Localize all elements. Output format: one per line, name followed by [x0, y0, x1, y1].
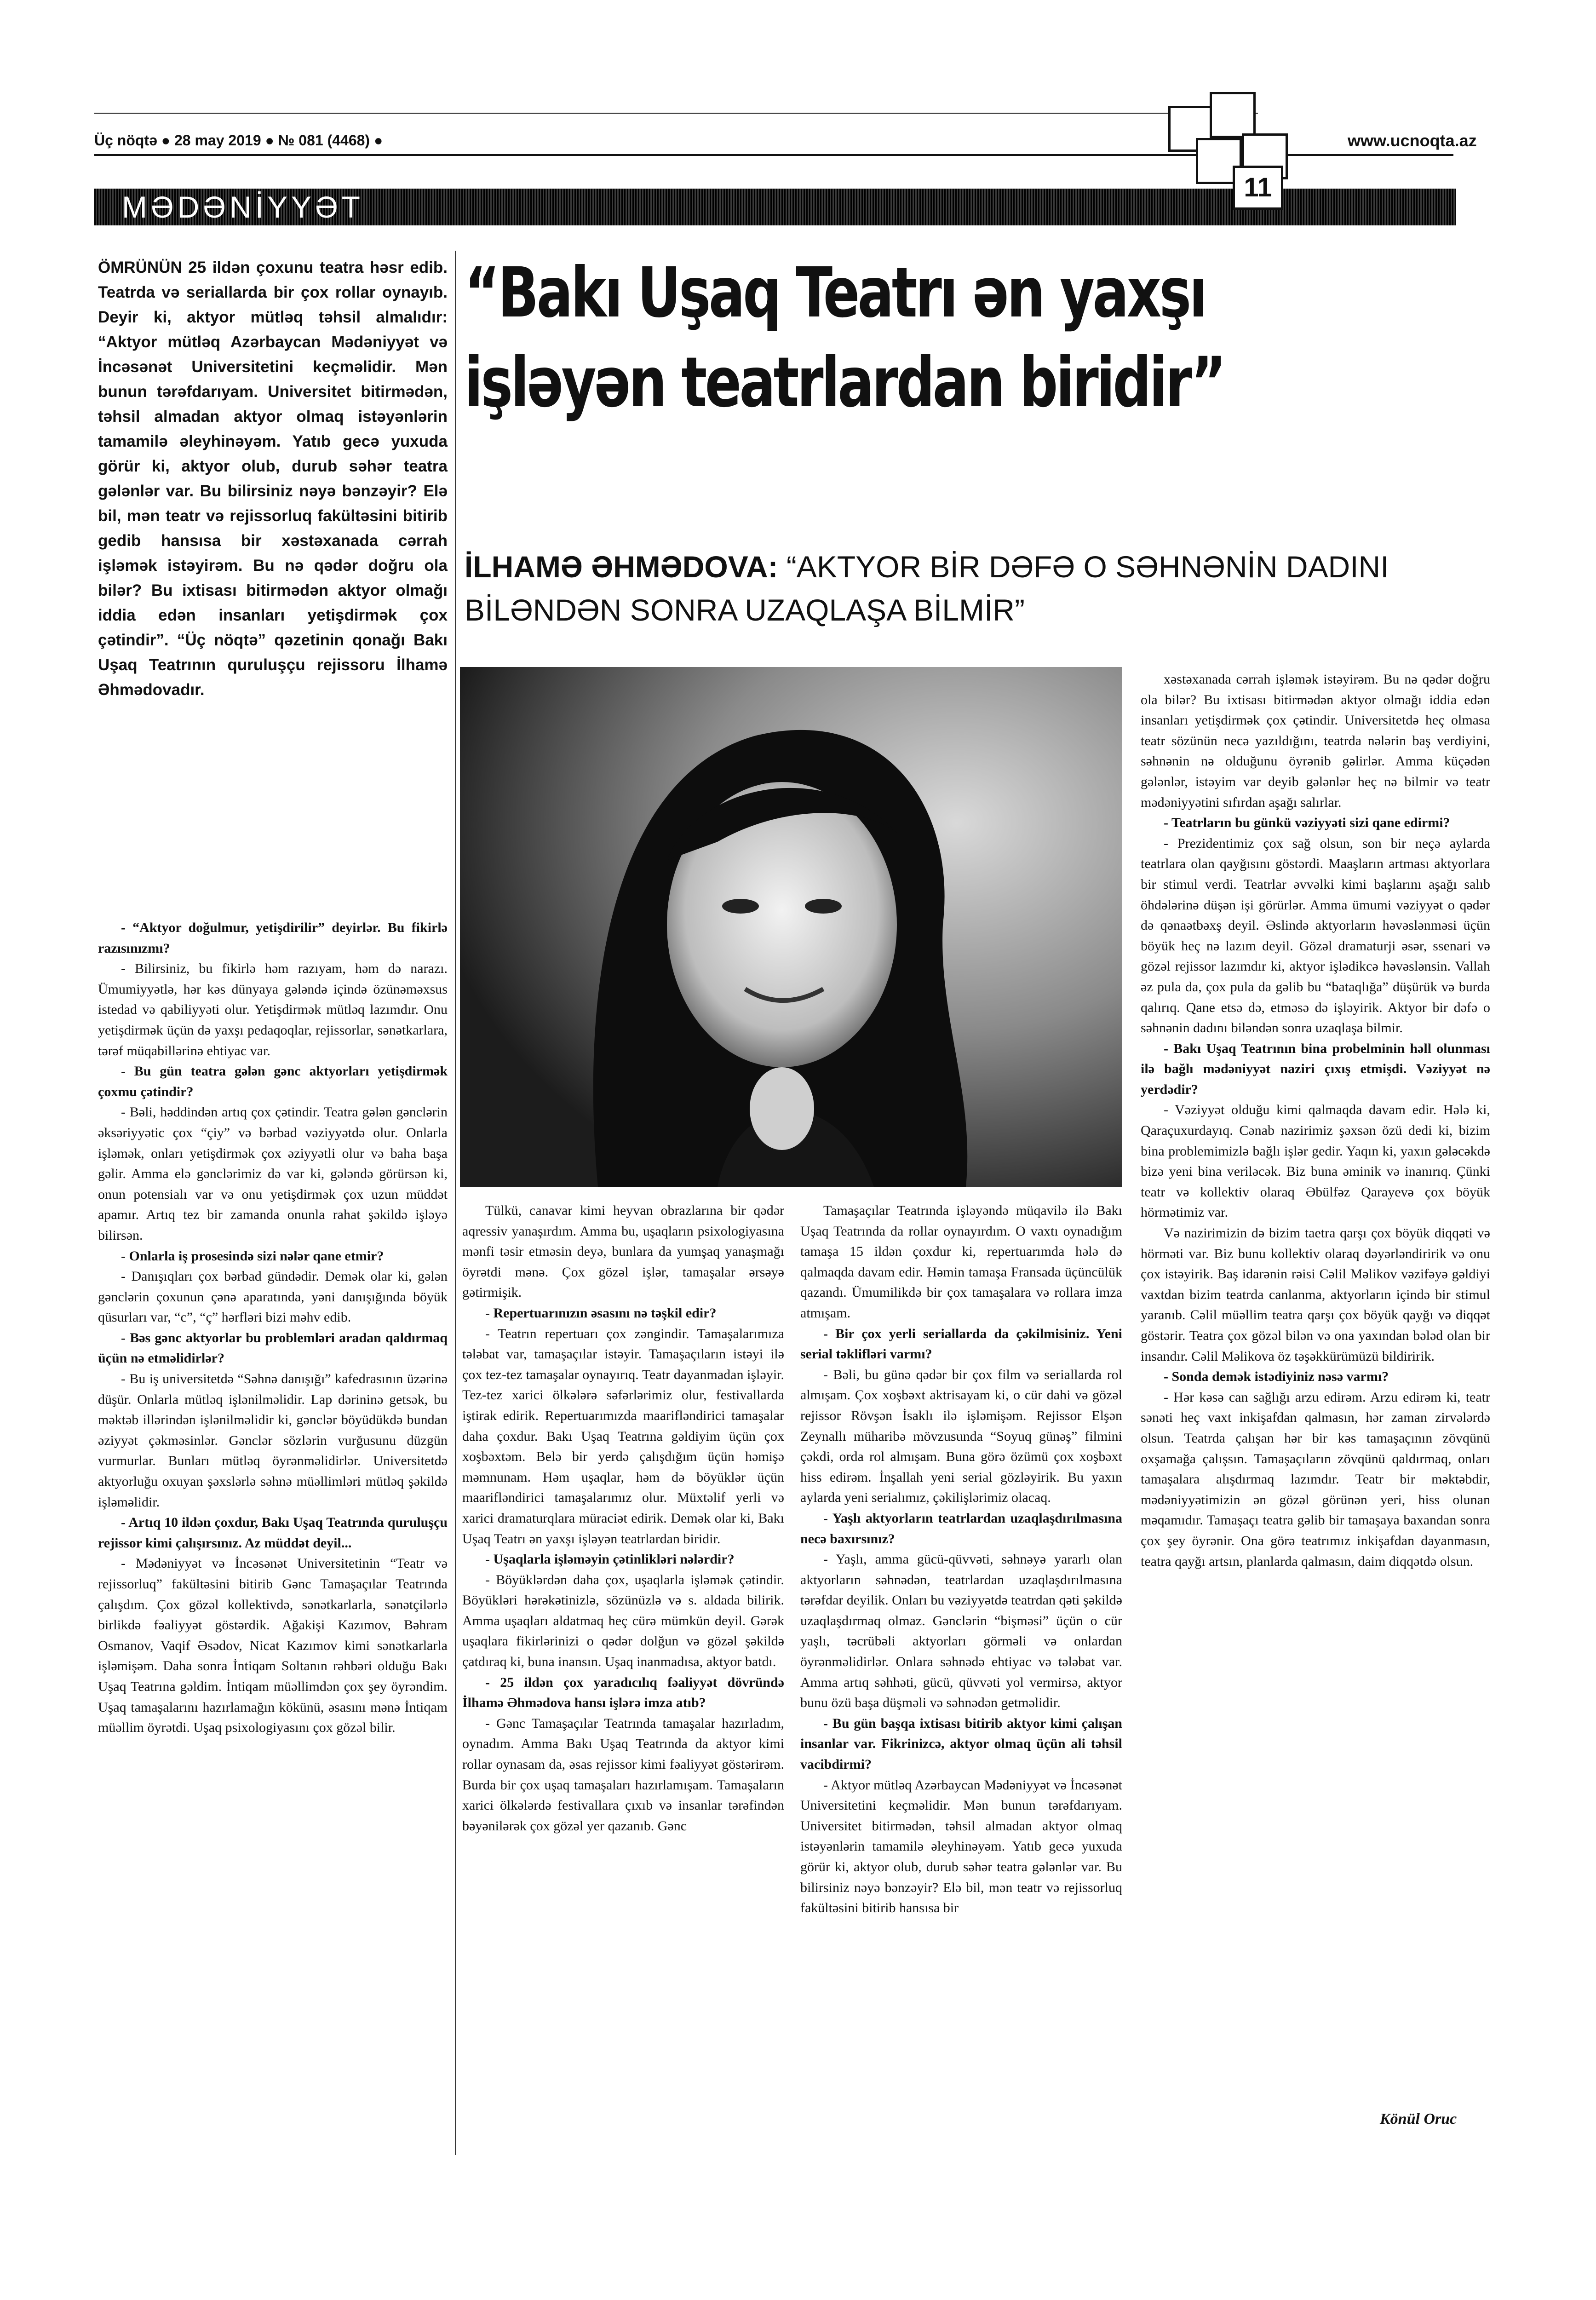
- answer: - Hər kəsə can sağlığı arzu edirəm. Arzu edirəm ki, teatr sənəti heç vaxt inkişafdan qalmasın, hər zaman zirvələrdə olsun. Teatrda çalışan hər bir kəs tamaşaçının zövqünü oxşamağa çalışsın. Tamaşaçıların zövqünü qaldırmaq, onları tamaşalara alışdırmaq lazımdır. Teatr bir məktəbdir, mədəniyyətimizin ən gözəl görünən yeri, hiss olunan məqamıdır. Tamaşaçı teatra gəlib bir tamaşaya baxandan sonra çox şey öyrənir. Ona görə teatrımız inkişafdan dayanmasın, teatra qayğı artsın, planlarda qalmasın, daim diqqətdə olsun.: [1141, 1389, 1490, 1569]
- question: - Artıq 10 ildən çoxdur, Bakı Uşaq Teatrında quruluşçu rejissor kimi çalışırsınız. Az müddət deyil...: [98, 1515, 448, 1551]
- portrait-illustration: [460, 667, 1122, 1187]
- question: - Bu gün başqa ixtisası bitirib aktyor kimi çalışan insanlar var. Fikrinizcə, aktyor olmaq üçün ali təhsil vacibdirmi?: [800, 1715, 1122, 1772]
- question: - Teatrların bu günkü vəziyyəti sizi qane edirmi?: [1164, 815, 1450, 831]
- answer: - Gənc Tamaşaçılar Teatrında tamaşalar hazırladım, oynadım. Amma Bakı Uşaq Teatrında da aktyor kimi rollar oynasam da, əsas rejissor kimi fəaliyyət göstərirəm. Burda bir çox uşaq tamaşaları hazırlamışam. Tamaşaların xarici ölkələrdə festivallara çıxıb və insanlar tərəfindən bəyənilərək çox gözəl yer qazanıb. Gənc: [462, 1715, 784, 1834]
- headline: [465, 248, 1275, 428]
- question: - Bəs gənc aktyorlar bu problemləri aradan qaldırmaq üçün nə etməlidirlər?: [98, 1330, 448, 1366]
- subtitle-name: İLHAMƏ ƏHMƏDOVA:: [465, 550, 778, 584]
- answer: Tülkü, canavar kimi heyvan obrazlarına bir qədər aqressiv yanaşırdım. Amma bu, uşaqların psixologiyasına mənfi təsir etməsin deyə, bunlara da yumşaq yanaşmağı öyrətdi mənə. Çox gözəl işlər, tamaşalar ərsəyə gətirmişik.: [462, 1203, 784, 1300]
- subtitle: [465, 545, 1495, 632]
- section-title: MƏDƏNİYYƏT: [122, 190, 364, 224]
- answer: - Bu iş universitetdə “Səhnə danışığı” kafedrasının üzərinə düşür. Onlarla mütləq işlənilməlidir. Lap dərininə getsək, bu məktəb illərindən işlənilməlidir ki, gənclər böyüdükdə bundan əziyyət çəkməsinlər. Gənclər sözlərin vurğusunu düzgün vurmurlar. Bunları mütləq öyrənməlidirlər. Universitetdə aktyorluğu oxuyan şəxslərlə səhnə müəllimləri mütləq şəkildə işləməlidir.: [98, 1371, 448, 1510]
- body-column-1: [98, 918, 448, 1738]
- website-url: www.ucnoqta.az: [1348, 131, 1477, 150]
- subtitle-quote: “AKTYOR BİR DƏFƏ O SƏHNƏNİN DADINI BİLƏNDƏN SONRA UZAQLAŞA BİLMİR”: [465, 550, 1389, 627]
- page-number: 11: [1233, 166, 1283, 210]
- answer: - Teatrın repertuarı çox zəngindir. Tamaşalarımıza tələbat var, tamaşaçılar istəyir. Tamaşaçıların istəyi ilə çox tez-tez tamaşalar oynayırıq. Teatr dayanmadan işləyir. Tez-tez xarici ölkələrə səfərlərimiz olur, festivallarda iştirak edirik. Repertuarımızda maarifləndirici tamaşalar daha çoxdur. Bakı Uşaq Teatrına gəldiyim üçün çox xoşbəxtəm. Belə bir yerdə çalışdığım üçün həmişə məmnunam. Həm uşaqlar, həm də böyüklər üçün maarifləndirici tamaşalarımız olur. Müxtəlif yerli və xarici dramaturqlara müraciət edirik. Demək olar ki, Bakı Uşaq Teatrı ən yaxşı işləyən teatrlardan biridir.: [462, 1326, 784, 1547]
- header-rule: [94, 154, 1258, 156]
- answer: - Mədəniyyət və İncəsənət Universitetinin “Teatr və rejissorluq” fakültəsini bitirib Gənc Tamaşaçılar Teatrında çalışdım. Çox gözəl kollektivdə, sənətkarlarla, sənətçilərlə birlikdə fəaliyyət göstərdik. Ağakişi Kazımov, Bəhram Osmanov, Vaqif Əsədov, Nicat Kazımov kimi sənətkarlarla işləmişəm. Daha sonra İntiqam Soltanın rəhbəri olduğu Bakı Uşaq Teatrına gəldim. İntiqam müəllimdən çox şey öyrəndim. Uşaq tamaşalarını hazırlamağın kökünü, əsasını mənə İntiqam müəllim öyrətdi. Uşaq psixologiyasını çox gözəl bilir.: [98, 1556, 448, 1736]
- question: - “Aktyor doğulmur, yetişdirilir” deyirlər. Bu fikirlə razısınızmı?: [98, 920, 448, 956]
- question: - Onlarla iş prosesində sizi nələr qane etmir?: [121, 1248, 384, 1264]
- answer: - Bəli, həddindən artıq çox çətindir. Teatra gələn gənclərin əksəriyyətic çox “çiy” və bərbad vəziyyətdə olur. Onlarla işləmək, onları yetişdirmək çox əziyyətli olur və baha başa gəlir. Amma elə gənclərimiz də var ki, gələndə görürsən ki, onun potensialı var və onu yetişdirmək çox uzun müddət apamır. Artıq tez bir zamanda onunla rahat şəkildə işləyə bilirsən.: [98, 1104, 448, 1243]
- question: - Bir çox yerli seriallarda da çəkilmisiniz. Yeni serial təklifləri varmı?: [800, 1326, 1122, 1362]
- header-rule-right: [1269, 154, 1453, 156]
- author-signature: Könül Oruc: [1380, 2110, 1457, 2128]
- headline-line-1: “Bakı Uşaq Teatrı ən yaxşı: [465, 253, 1206, 333]
- answer: Və nazirimizin də bizim taetra qarşı çox böyük diqqəti və hörməti var. Biz bunu kollektiv olaraq dəyərləndiririk və onu çox istəyirik. Baş idarənin rəisi Cəlil Məlikov vəzifəyə gəldiyi vaxtdan bizim teatrda canlanma, aktyorların içində bir stimul yaranıb. Cəlil müəllim teatra qarşı çox böyük qayğı və diqqət göstərir. Teatra çox gözəl bilən və ona yaxından bələd olan bir insandır. Cəlil Məlikova öz təşəkkürümüzü bildiririk.: [1141, 1225, 1490, 1364]
- question: - 25 ildən çox yaradıcılıq fəaliyyət dövründə İlhamə Əhmədova hansı işlərə imza atıb?: [462, 1674, 784, 1711]
- answer: - Bilirsiniz, bu fikirlə həm razıyam, həm də narazı. Ümumiyyətlə, hər kəs dünyaya gələndə içində özünəməxsus istedad və qabiliyyəti olur. Yetişdirmək mütləq lazımdır. Onu yetişdirmək üçün də yaxşı pedaqoqlar, rejissorlar, sənətkarlara, tərəf müqabillərinə ehtiyac var.: [98, 961, 448, 1058]
- logo-square: [1210, 92, 1256, 138]
- question: - Bu gün teatra gələn gənc aktyorları yetişdirmək çoxmu çətindir?: [98, 1064, 448, 1099]
- answer: - Prezidentimiz çox sağ olsun, son bir neçə aylarda teatrlara olan qayğısını göstərdi. Maaşların artması aktyorlara bir stimul verdi. Teatrlar əvvəlki kimi başlarını aşağı salıb öhdələrinə düşən işi görürlər. Amma ümumi vəziyyət o qədər də qənaətbəxş deyil. Əslində aktyorların həvəslənməsi üçün böyük heç nə lazım deyil. Gözəl dramaturji əsər, ssenari və gözəl rejissor lazımdır ki, aktyor işlədikcə həvəslənsin. Vallah əz pula da, çox pula da gəlib bu “bataqlığa” düşürük və burda qalırıq. Qane etsə də, etməsə də işləyirik. Aktyor bir dəfə o səhnənin dadını biləndən sonra uzaqlaşa bilmir.: [1141, 835, 1490, 1036]
- headline-line-2: işləyən teatrlardan biridir”: [465, 343, 1224, 423]
- answer: - Böyüklərdən daha çox, uşaqlarla işləmək çətindir. Böyükləri hərəkətinizlə, sözünüzlə və s. aldada bilirik. Amma uşaqları aldatmaq heç cürə mümkün deyil. Gərək uşaqlara fikirlərinizi o qədər dolğun və gözəl şəkildə çatdıraq ki, buna inansın. Uşaq inanmadısa, aktyor batdı.: [462, 1572, 784, 1670]
- answer: - Danışıqları çox bərbad gündədir. Demək olar ki, gələn gənclərin çoxunun çənə aparatında, yəni danışığında böyük qüsurları var, “c”, “ç” hərfləri bizi məhv edib.: [98, 1269, 448, 1325]
- question: - Bakı Uşaq Teatrının bina probelminin həll olunması ilə bağlı mədəniyyət naziri çıxış etmişdi. Vəziyyət nə yerdədir?: [1141, 1041, 1490, 1097]
- answer: - Bəli, bu günə qədər bir çox film və seriallarda rol almışam. Çox xoşbəxt aktrisayam ki, o cür dahi və gözəl rejissor Rövşən İsaklı ilə işləmişəm. Rejissor Elşən Zeynallı müharibə mövzusunda “Soyuq günəş” filmini çəkdi, orda rol almışam. Buna görə özümü çox xoşbəxt hiss edirəm. İnşallah yeni serial gözləyirik. Bu yaxın aylarda yeni serialımız, çəkilişlərimiz olacaq.: [800, 1367, 1122, 1506]
- answer: xəstəxanada cərrah işləmək istəyirəm. Bu nə qədər doğru ola bilər? Bu ixtisası bitirmədən aktyor olmağı iddia edən insanları yetişdirmək çox çətindir. Universitetdə heç olmasa teatr sözünün necə yazıldığını, teatrda nələrin baş verdiyini, səhnənin nə olduğunu öyrənib gəlirlər. Amma küçədən gələnlər, istəyim var deyib gələnlər heç nə bilmir və teatr mədəniyyətini sıfırdan aşağı salırlar.: [1141, 672, 1490, 810]
- question: - Sonda demək istədiyiniz nəsə varmı?: [1164, 1369, 1389, 1385]
- answer: Tamaşaçılar Teatrında işləyəndə müqavilə ilə Bakı Uşaq Teatrında da rollar oynayırdım. O vaxtı oynadığım tamaşa 15 ildən çoxdur ki, repertuarımda hələ də qalmaqda davam edir. Həmin tamaşa Fransada üçüncülük qazandı. Ümumilikdə bir çox tamaşalara və rollara imza atmışam.: [800, 1203, 1122, 1321]
- question: - Repertuarınızın əsasını nə təşkil edir?: [485, 1305, 717, 1321]
- lead-paragraph: ÖMRÜNÜN 25 ildən çoxunu teatra həsr edib. Teatrda və seriallarda bir çox rollar oynayıb. Deyir ki, aktyor mütləq təhsil almalıdır: “Aktyor mütləq Azərbaycan Mədəniyyət və İncəsənət Universitetini keçməlidir. Mən bunun tərəfdarıyam. Universitet bitirmədən, təhsil almadan aktyor olmaq istəyənlərin tamamilə əleyhinəyəm. Yatıb gecə yuxuda görür ki, aktyor olub, durub səhər teatra gələnlər var. Bu bilirsiniz nəyə bənzəyir? Elə bil, mən teatr və rejissorluq fakültəsini bitirib gedib hansısa bir xəstəxanada cərrah işləmək istəyirəm. Bu nə qədər doğru ola bilər? Bu ixtisası bitirmədən aktyor olmağı iddia edən insanları yetişdirmək çox çətindir”. “Üç nöqtə” qəzetinin qonağı Bakı Uşaq Teatrının quruluşçu rejissoru İlhamə Əhmədovadır.: [98, 259, 448, 699]
- answer: - Aktyor mütləq Azərbaycan Mədəniyyət və İncəsənət Universitetini keçməlidir. Mən bunun tərəfdarıyam. Universitet bitirmədən, təhsil almadan aktyor olmaq istəyənlərin tamamilə əleyhinəyəm. Yatıb gecə yuxuda görür ki, aktyor olub, durub səhər teatra gələnlər var. Bu bilirsiniz nəyə bənzəyir? Elə bil, mən teatr və rejissorluq fakültəsini bitirib hansısa bir: [800, 1777, 1122, 1916]
- interview-photo: [460, 667, 1122, 1187]
- answer: - Yaşlı, amma gücü-qüvvəti, səhnəyə yararlı olan aktyorların səhnədən, teatrlardan uzaqlaşdırılmasına tərəfdar deyilik. Onları bu vəziyyətdə teatrdan qəti şəkildə uzaqlaşdırmaq olmaz. Gənclərin “bişməsi” üçün o cür yaşlı, təcrübəli aktyorları görməli və onlardan öyrənməlidirlər. Onlara səhnədə ehtiyac və tələbat var. Amma artıq səhhəti, gücü, qüvvəti yol vermirsə, aktyor bunu özü başa düşməli və səhnədən getməlidir.: [800, 1552, 1122, 1711]
- column-divider: [455, 251, 456, 2155]
- answer: - Vəziyyət olduğu kimi qalmaqda davam edir. Hələ ki, Qaraçuxurdayıq. Cənab nazirimiz şəxsən özü dedi ki, bizim bina problemimizlə bağlı işlər gedir. Yaqın ki, yaxın gələcəkdə bizə yeni bina veriləcək. Biz buna əminik və inanırıq. Çünki teatr və kollektiv olaraq Əbülfəz Qarayevə çox böyük hörmətimiz var.: [1141, 1102, 1490, 1220]
- body-column-4: [1141, 669, 1490, 1572]
- question: - Yaşlı aktyorların teatrlardan uzaqlaşdırılmasına necə baxırsınız?: [800, 1510, 1122, 1547]
- body-column-2: [462, 1201, 784, 1836]
- question: - Uşaqlarla işləməyin çətinlikləri nələrdir?: [485, 1552, 735, 1567]
- header-rule-top: [94, 113, 1258, 114]
- body-column-3: [800, 1201, 1122, 1919]
- masthead: Üç nöqtə ● 28 may 2019 ● № 081 (4468) ●: [94, 132, 383, 149]
